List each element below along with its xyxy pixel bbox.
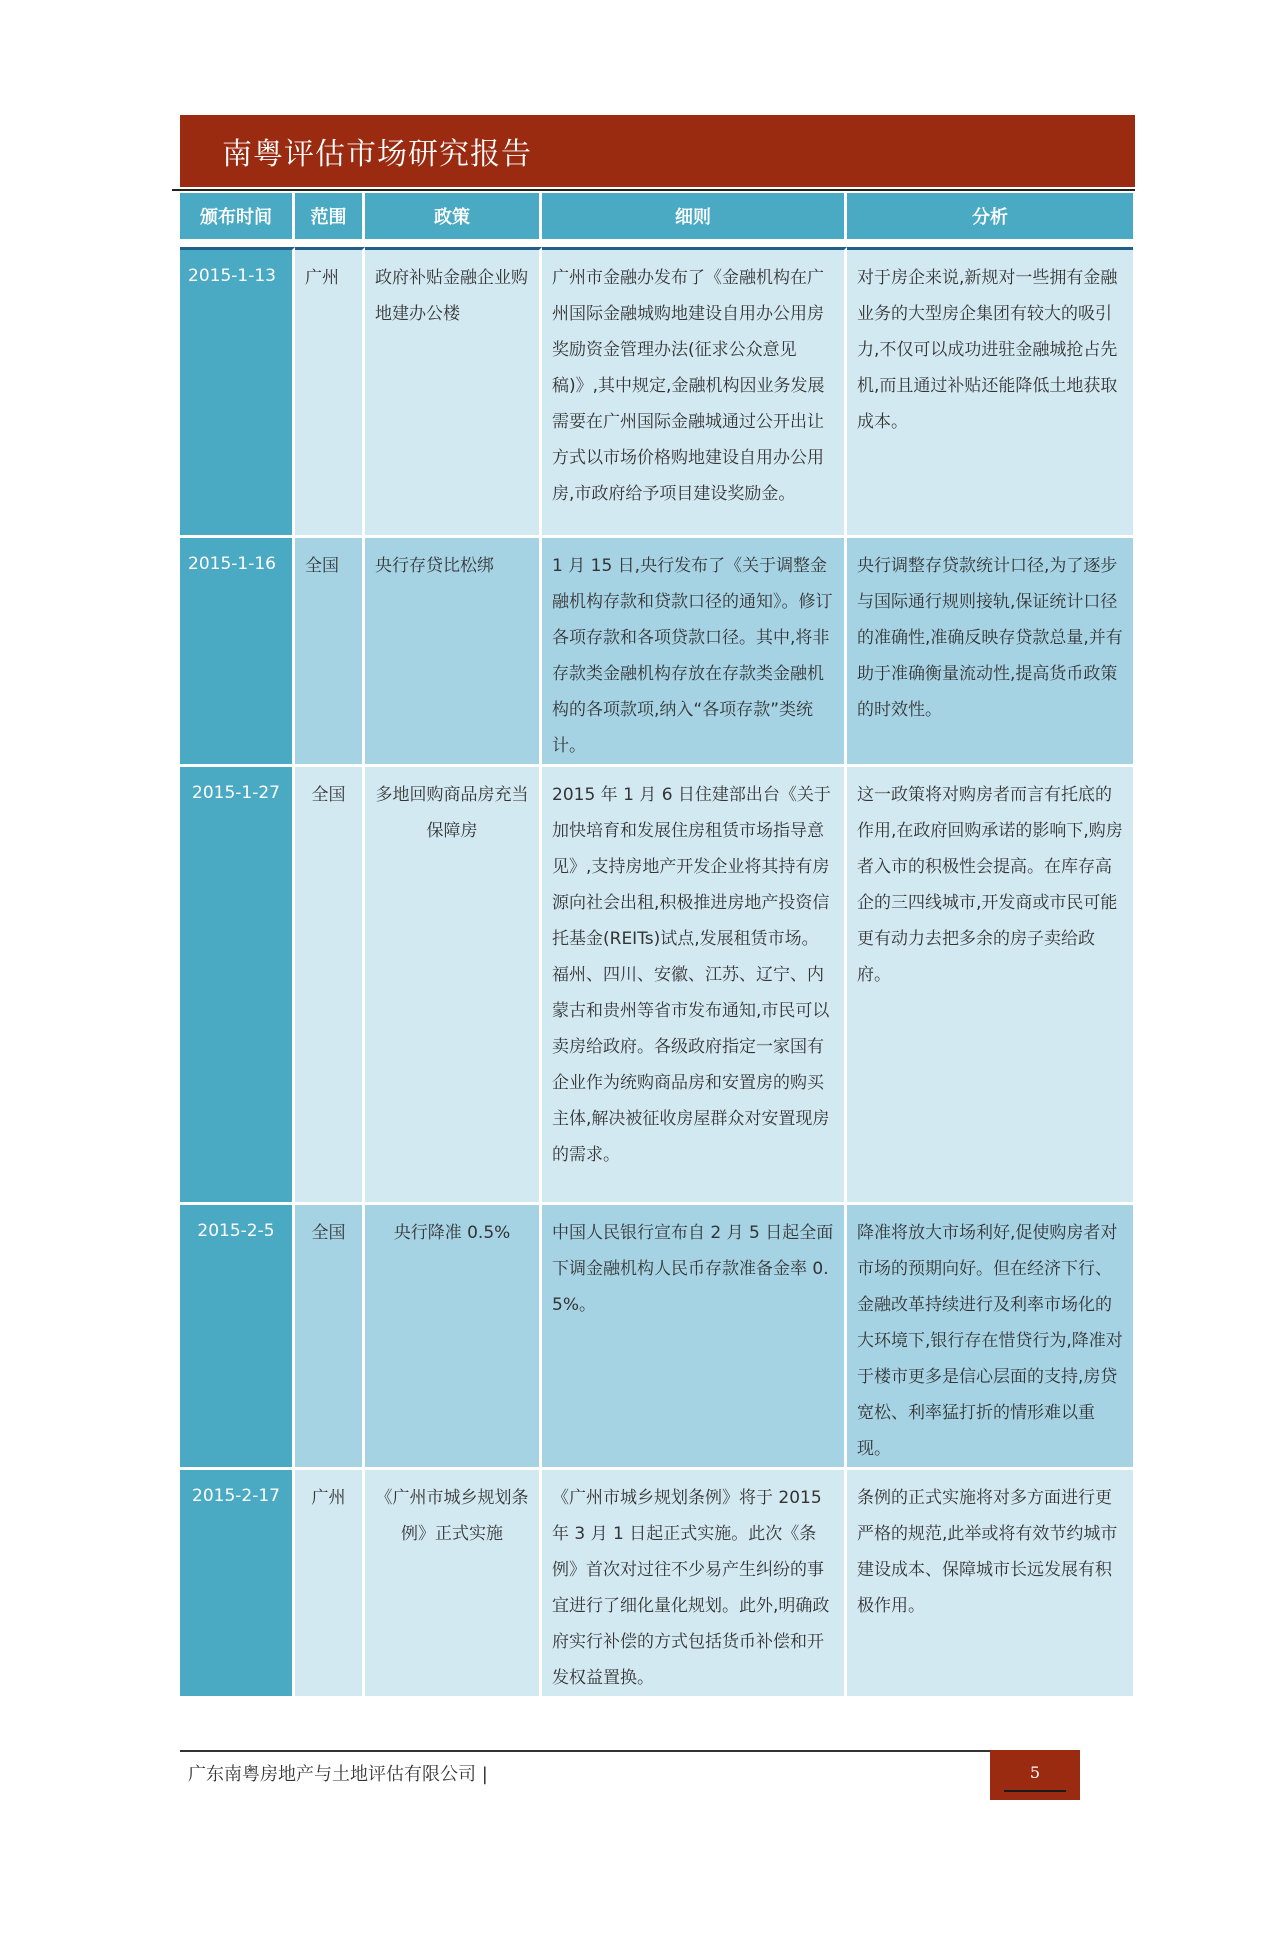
scope-cell: 全国	[295, 538, 365, 767]
date-cell: 2015-1-27	[180, 767, 295, 1205]
details-cell	[542, 247, 847, 538]
analysis-cell: 降准将放大市场利好,促使购房者对市场的预期向好。但在经济下行、金融改革持续进行及利率市场化的大环境下,银行存在惜贷行为,降准对于楼市更多是信心层面的支持,房贷宽松、利率猛打折的情形难以重现。	[847, 1205, 1133, 1470]
table-header-row	[180, 193, 1133, 239]
analysis-cell: 对于房企来说,新规对一些拥有金融业务的大型房企集团有较大的吸引力,不仅可以成功进驻金融城抢占先机,而且通过补贴还能降低土地获取成本。	[847, 247, 1133, 538]
details-cell	[542, 767, 847, 1205]
policy-cell: 《广州市城乡规划条例》正式实施	[365, 1470, 542, 1699]
details-cell	[542, 1470, 847, 1699]
column-header-date: 颁布时间	[180, 193, 295, 239]
table-row	[180, 1470, 1133, 1699]
details-paragraph: 福州、四川、安徽、江苏、辽宁、内蒙古和贵州等省市发布通知,市民可以卖房给政府。各级政府指定一家国有企业作为统购商品房和安置房的购买主体,解决被征收房屋群众对安置现房的需求。	[552, 965, 830, 1165]
column-header-scope: 范围	[295, 193, 365, 239]
details-paragraph: 1 月 15 日,央行发布了《关于调整金融机构存款和贷款口径的通知》。修订各项存款和各项贷款口径。其中,将非存款类金融机构存放在存款类金融机构的各项款项,纳入“各项存款”类统计。	[552, 556, 833, 756]
footer-company: 广东南粤房地产与土地评估有限公司 |	[188, 1764, 488, 1785]
date-cell: 2015-1-16	[180, 538, 295, 767]
policy-cell: 央行存贷比松绑	[365, 538, 542, 767]
table-row	[180, 538, 1133, 767]
policy-table	[180, 193, 1133, 1699]
details-paragraph: 中国人民银行宣布自 2 月 5 日起全面下调金融机构人民币存款准备金率 0.5%。	[552, 1223, 834, 1315]
footer-divider	[180, 1750, 990, 1752]
date-cell: 2015-2-17	[180, 1470, 295, 1699]
report-header-bar	[180, 115, 1135, 187]
analysis-cell: 央行调整存贷款统计口径,为了逐步与国际通行规则接轨,保证统计口径的准确性,准确反映存贷款总量,并有助于准确衡量流动性,提高货币政策的时效性。	[847, 538, 1133, 767]
details-paragraph: 2015 年 1 月 6 日住建部出台《关于加快培育和发展住房租赁市场指导意见》,支持房地产开发企业将其持有房源向社会出租,积极推进房地产投资信托基金(REITs)试点,发展租赁市场。	[552, 785, 831, 949]
table-row	[180, 247, 1133, 538]
scope-cell: 全国	[295, 767, 365, 1205]
analysis-cell: 这一政策将对购房者而言有托底的作用,在政府回购承诺的影响下,购房者入市的积极性会提高。在库存高企的三四线城市,开发商或市民可能更有动力去把多余的房子卖给政府。	[847, 767, 1133, 1205]
column-header-details: 细则	[542, 193, 847, 239]
scope-cell: 全国	[295, 1205, 365, 1470]
header-divider	[172, 189, 1135, 191]
page-number-underline	[1004, 1790, 1066, 1792]
policy-cell: 政府补贴金融企业购地建办公楼	[365, 247, 542, 538]
date-cell: 2015-2-5	[180, 1205, 295, 1470]
details-cell	[542, 538, 847, 767]
date-cell: 2015-1-13	[180, 247, 295, 538]
policy-cell: 多地回购商品房充当保障房	[365, 767, 542, 1205]
page-number-box	[990, 1750, 1080, 1800]
column-header-analysis: 分析	[847, 193, 1133, 239]
page-number: 5	[1029, 1763, 1041, 1782]
report-title: 南粤评估市场研究报告	[222, 137, 532, 172]
column-header-policy: 政策	[365, 193, 542, 239]
scope-cell: 广州	[295, 247, 365, 538]
policy-cell: 央行降准 0.5%	[365, 1205, 542, 1470]
analysis-cell: 条例的正式实施将对多方面进行更严格的规范,此举或将有效节约城市建设成本、保障城市长远发展有积极作用。	[847, 1470, 1133, 1699]
details-paragraph: 《广州市城乡规划条例》将于 2015 年 3 月 1 日起正式实施。此次《条例》首次对过往不少易产生纠纷的事宜进行了细化量化规划。此外,明确政府实行补偿的方式包括货币补偿和开发权益置换。	[552, 1488, 830, 1688]
details-paragraph: 广州市金融办发布了《金融机构在广州国际金融城购地建设自用办公用房奖励资金管理办法(征求公众意见稿)》,其中规定,金融机构因业务发展需要在广州国际金融城通过公开出让方式以市场价格购地建设自用办公用房,市政府给予项目建设奖励金。	[552, 268, 825, 504]
details-cell	[542, 1205, 847, 1470]
table-row	[180, 767, 1133, 1205]
scope-cell: 广州	[295, 1470, 365, 1699]
table-row	[180, 1205, 1133, 1470]
